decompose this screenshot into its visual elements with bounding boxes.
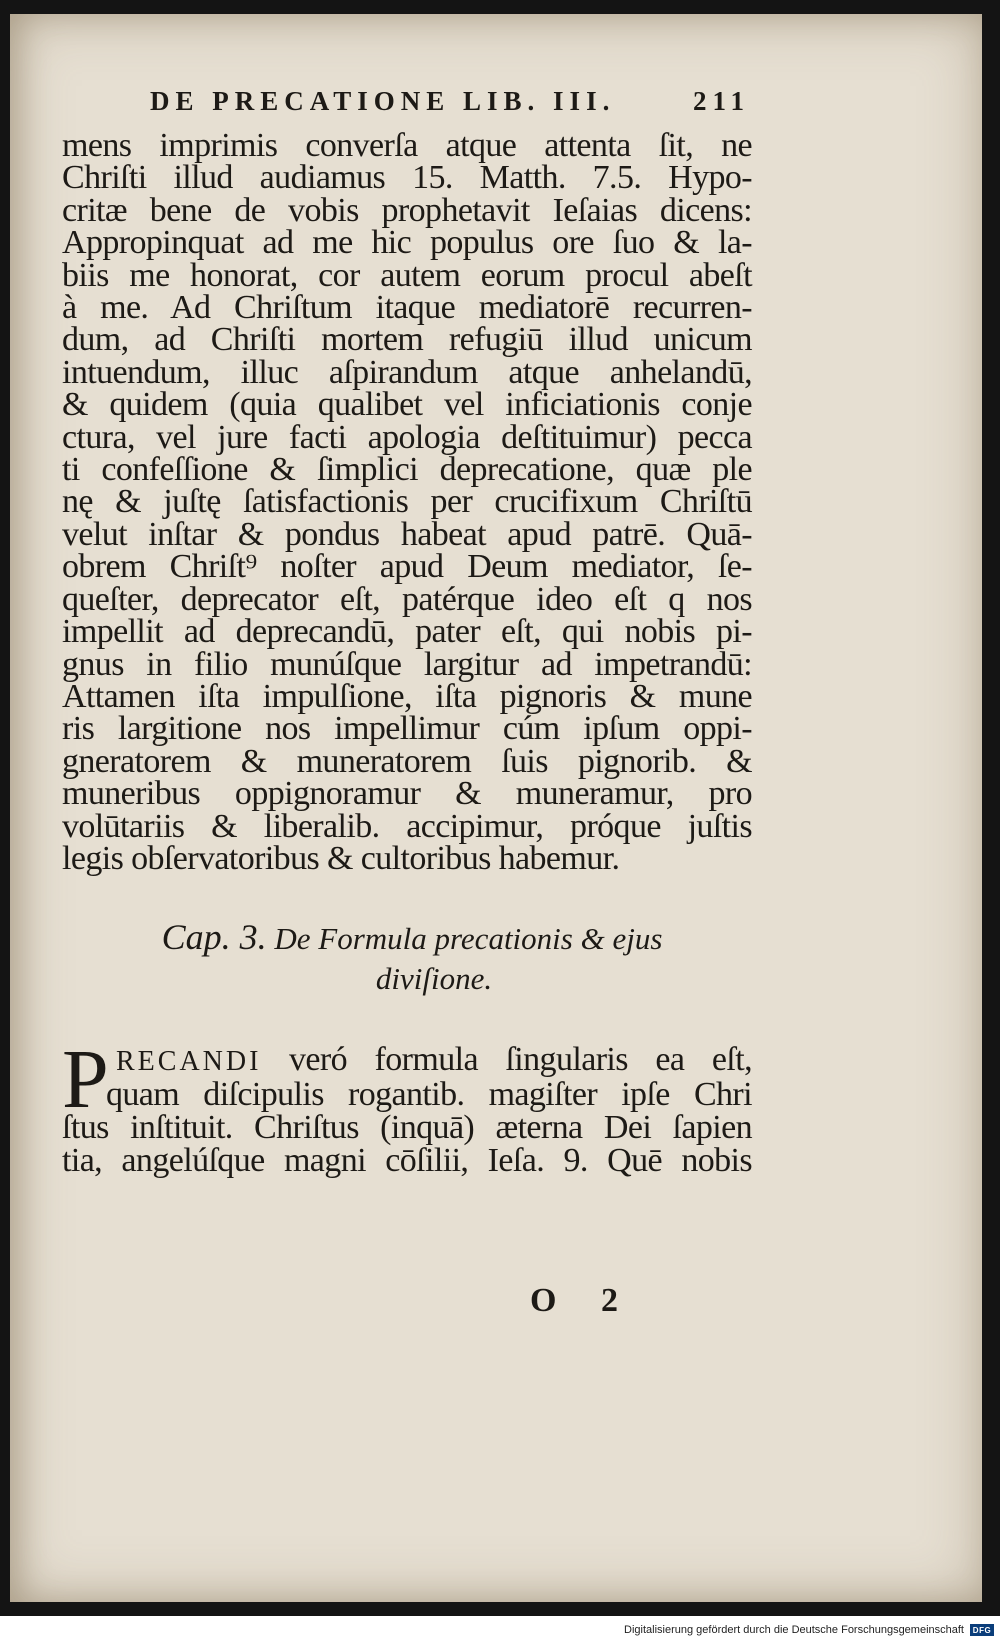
page-number: 211 xyxy=(692,86,750,116)
text-line: nę & juſtę ſatisfactionis per crucifixum Chriſtū xyxy=(62,483,752,521)
text-line: legis obſervatoribus & cultoribus habemur. xyxy=(62,839,620,877)
text-line: ti confeſſione & ſimplici deprecatione, quæ ple xyxy=(62,451,752,489)
page-content xyxy=(62,86,752,1180)
text-line: Attamen iſta impulſione, iſta pignoris & mune xyxy=(62,677,752,715)
chapter-title-line-1: De Formula precationis & ejus xyxy=(274,921,663,957)
text-line: Chriſti illud audiamus 15. Matth. 7.5. Hypo- xyxy=(62,159,752,197)
chapter-section xyxy=(62,1033,752,1180)
text-line: critæ bene de vobis prophetavit Ieſaias dicens: xyxy=(62,191,752,229)
text-line: impellit ad deprecandū, pater eſt, qui nobis pi- xyxy=(62,613,752,651)
running-head-title: DE PRECATIONE LIB. III. xyxy=(150,86,616,116)
section-first-line xyxy=(62,1043,752,1078)
text-line: obrem Chriſt⁹ noſter apud Deum mediator, ſe- xyxy=(62,548,752,586)
text-line: gnus in filio munúſque largitur ad impetrandū: xyxy=(62,645,752,683)
section-line: quam diſcipulis rogantib. magiſter ipſe Chri xyxy=(106,1076,752,1114)
text-line: intuendum, illuc aſpirandum atque anhelandū, xyxy=(62,353,752,391)
section-line: ſtus inſtituit. Chriſtus (inquā) æterna Dei ſapien xyxy=(62,1109,752,1147)
signature-mark: O 2 xyxy=(530,1282,636,1319)
text-line: velut inſtar & pondus habeat apud patrē. Quā- xyxy=(62,515,752,553)
text-line: ris largitione nos impellimur cúm ipſum oppi- xyxy=(62,710,752,748)
dfg-logo: DFG xyxy=(970,1624,994,1636)
text-line: à me. Ad Chriſtum itaque mediatorē recurren- xyxy=(62,289,752,327)
footer-bar xyxy=(0,1616,1000,1644)
funding-credit: Digitalisierung gefördert durch die Deutsche Forschungsgemeinschaft xyxy=(624,1624,964,1636)
text-line: Appropinquat ad me hic populus ore ſuo & la- xyxy=(62,224,752,262)
chapter-heading xyxy=(62,917,752,999)
section-line: tia, angelúſque magni cōſilii, Ieſa. 9. Quē nobis xyxy=(62,1142,752,1180)
section-first-word: RECANDI xyxy=(116,1046,262,1078)
text-line: biis me honorat, cor autem eorum procul abeſt xyxy=(62,256,752,294)
body-text xyxy=(62,127,752,877)
chapter-label: Cap. 3. xyxy=(161,917,267,958)
text-line: gneratorem & muneratorem ſuis pignorib. & xyxy=(62,742,752,780)
text-line: mens imprimis converſa atque attenta ſit, ne xyxy=(62,127,752,164)
text-line: dum, ad Chriſti mortem refugiū illud unicum xyxy=(62,321,752,359)
text-line: volūtariis & liberalib. accipimur, próque juſtis xyxy=(62,807,752,845)
book-page xyxy=(10,14,982,1602)
chapter-title-line-2: diviſione. xyxy=(375,961,493,997)
running-head xyxy=(62,86,752,130)
drop-capital: P xyxy=(62,1033,109,1127)
text-line: & quidem (quia qualibet vel inficiationis conje xyxy=(62,386,752,424)
text-line: muneribus oppignoramur & muneramur, pro xyxy=(62,775,752,813)
text-line: ctura, vel jure facti apologia deſtituimur) pecca xyxy=(62,418,752,456)
section-line: veró formula ſingularis ea eſt, xyxy=(288,1041,752,1079)
text-line: queſter, deprecator eſt, patérque ideo eſt q nos xyxy=(62,580,752,618)
